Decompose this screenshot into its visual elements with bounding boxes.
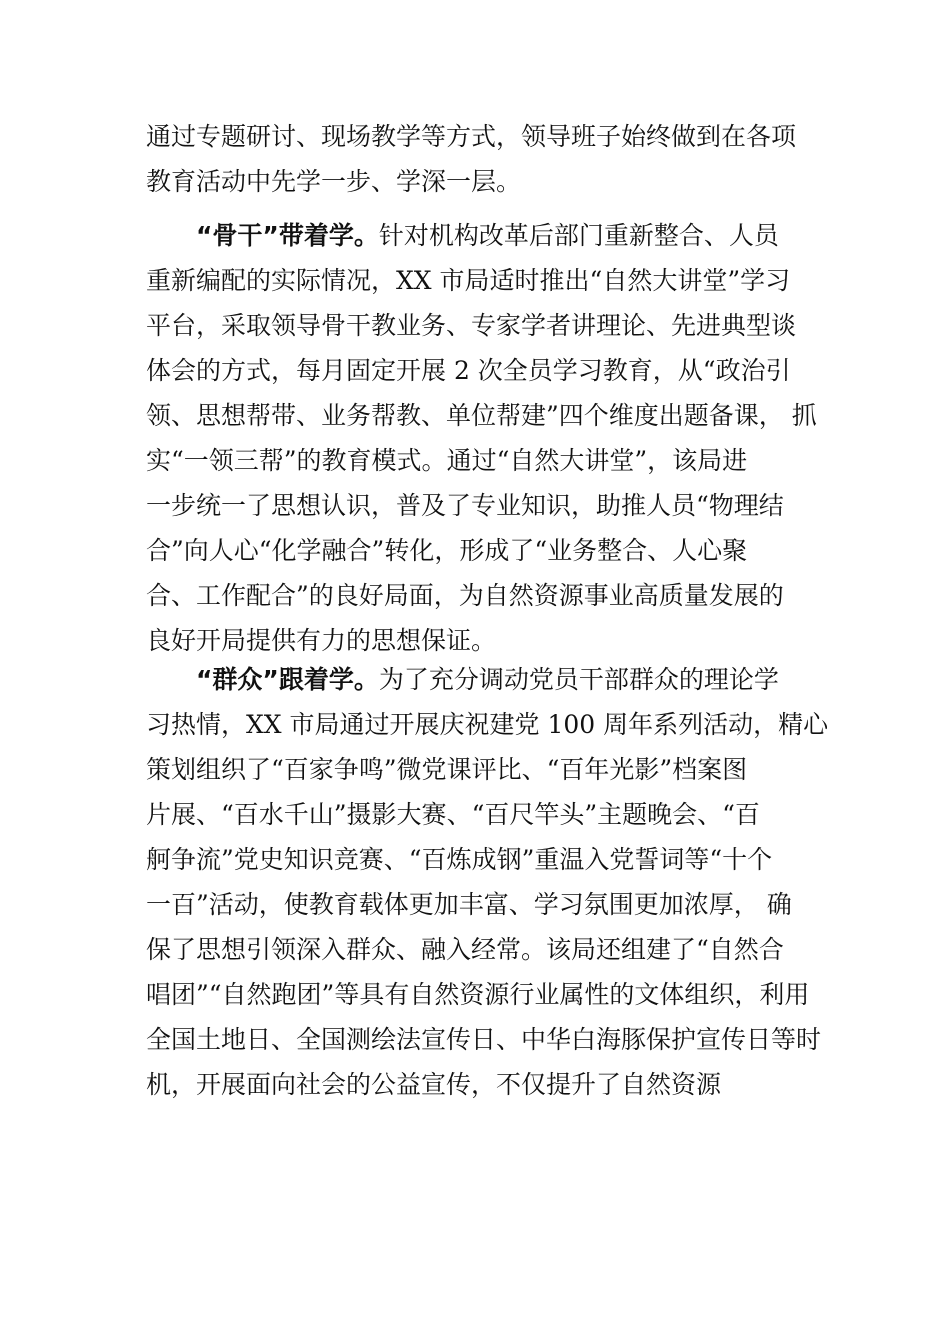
text-line: 习热情，XX 市局通过开展庆祝建党 100 周年系列活动，精心 xyxy=(146,710,829,739)
text-line: 一百”活动，使教育载体更加丰富、学习氛围更加浓厚， 确 xyxy=(146,890,792,919)
text-line: 合”向人心“化学融合”转化，形成了“业务整合、人心聚 xyxy=(146,536,748,565)
paragraph-first-line xyxy=(146,663,779,697)
text-line: 平台，采取领导骨干教业务、专家学者讲理论、先进典型谈 xyxy=(146,311,797,340)
text-line: 合、工作配合”的良好局面，为自然资源事业高质量发展的 xyxy=(146,581,784,610)
text-line: 体会的方式，每月固定开展 2 次全员学习教育，从“政治引 xyxy=(146,356,791,385)
text-line: 领、思想帮带、业务帮教、单位帮建”四个维度出题备课， 抓 xyxy=(146,401,817,430)
text-line: 重新编配的实际情况，XX 市局适时推出“自然大讲堂”学习 xyxy=(146,266,791,295)
text-line: 唱团”“自然跑团”等具有自然资源行业属性的文体组织，利用 xyxy=(146,980,810,1009)
text-line: 良好开局提供有力的思想保证。 xyxy=(146,626,497,655)
text-line: 全国土地日、全国测绘法宣传日、中华白海豚保护宣传日等时 xyxy=(146,1025,822,1054)
text-line: 片展、“百水千山”摄影大赛、“百尺竿头”主题晚会、“百 xyxy=(146,800,760,829)
paragraph-lead-heading: “群众”跟着学。 xyxy=(196,665,379,694)
text-line: 通过专题研讨、现场教学等方式，领导班子始终做到在各项 xyxy=(146,122,797,151)
text-line: 保了思想引领深入群众、融入经常。该局还组建了“自然合 xyxy=(146,935,784,964)
paragraph-first-line xyxy=(146,219,779,253)
text-span: 针对机构改革后部门重新整合、人员 xyxy=(378,221,779,250)
text-span: 为了充分调动党员干部群众的理论学 xyxy=(378,665,779,694)
text-line: 一步统一了思想认识，普及了专业知识，助推人员“物理结 xyxy=(146,491,784,520)
text-line: 舸争流”党史知识竞赛、“百炼成钢”重温入党誓词等“十个 xyxy=(146,845,773,874)
paragraph-lead-heading: “骨干”带着学。 xyxy=(196,221,379,250)
text-line: 实“一领三帮”的教育模式。通过“自然大讲堂”，该局进 xyxy=(146,446,748,475)
text-line: 策划组织了“百家争鸣”微党课评比、“百年光影”档案图 xyxy=(146,755,748,784)
text-line: 教育活动中先学一步、学深一层。 xyxy=(146,167,522,196)
text-line: 机，开展面向社会的公益宣传，不仅提升了自然资源 xyxy=(146,1070,722,1099)
